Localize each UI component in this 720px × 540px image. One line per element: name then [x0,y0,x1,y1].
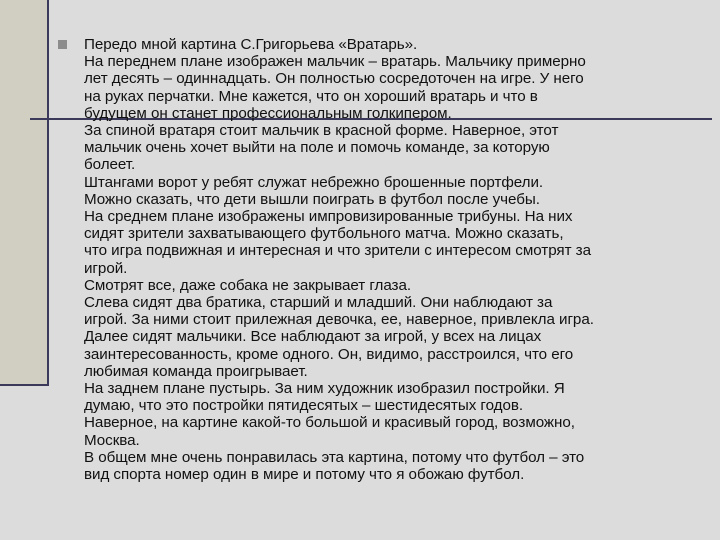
essay-line: Наверное, на картине какой-то большой и красивый город, возможно, [84,414,575,432]
essay-paragraph [58,36,708,483]
essay-line: Слева сидят два братика, старший и младший. Они наблюдают за [84,294,553,312]
essay-line: На среднем плане изображены импровизированные трибуны. На них [84,208,573,226]
left-bar-bottom-border [0,384,49,386]
essay-line: игрой. За ними стоит прилежная девочка, ее, наверное, привлекла игра. [84,311,594,329]
essay-line: На переднем плане изображен мальчик – вратарь. Мальчику примерно [84,53,586,71]
essay-line: игрой. [84,259,128,277]
essay-line: сидят зрители захватывающего футбольного матча. Можно сказать, [84,225,564,243]
essay-line: Москва. [84,431,140,449]
essay-line: Смотрят все, даже собака не закрывает глаза. [84,276,412,294]
essay-line: Штангами ворот у ребят служат небрежно брошенные портфели. [84,173,544,191]
essay-line: любимая команда проигрывает. [84,362,308,380]
left-decorative-bar [0,0,48,386]
essay-line: Передо мной картина С.Григорьева «Вратарь». [84,36,418,53]
essay-line: В общем мне очень понравилась эта картина, потому что футбол – это [84,448,585,466]
essay-line: будущем он станет профессиональным голкипером. [84,104,452,122]
slide-body [58,36,708,483]
essay-line: Далее сидят мальчики. Все наблюдают за игрой, у всех на лицах [84,328,542,346]
essay-line: лет десять – одиннадцать. Он полностью сосредоточен на игре. У него [84,70,584,88]
essay-line: думаю, что это постройки пятидесятых – шестидесятых годов. [84,397,524,415]
essay-line: что игра подвижная и интересная и что зрители с интересом смотрят за [84,242,591,260]
bullet-square-icon [58,40,67,49]
essay-line: мальчик очень хочет выйти на поле и помочь команде, за которую [84,139,550,157]
vertical-divider [47,0,49,386]
essay-line: Можно сказать, что дети вышли поиграть в футбол после учебы. [84,190,540,208]
essay-line: болеет. [84,156,136,174]
essay-line: заинтересованность, кроме одного. Он, видимо, расстроился, что его [84,345,574,363]
essay-line: на руках перчатки. Мне кажется, что он хороший вратарь и что в [84,87,538,105]
essay-line: За спиной вратаря стоит мальчик в красной форме. Наверное, этот [84,122,559,140]
essay-line: вид спорта номер один в мире и потому что я обожаю футбол. [84,466,525,484]
essay-line: На заднем плане пустырь. За ним художник изобразил постройки. Я [84,380,565,398]
